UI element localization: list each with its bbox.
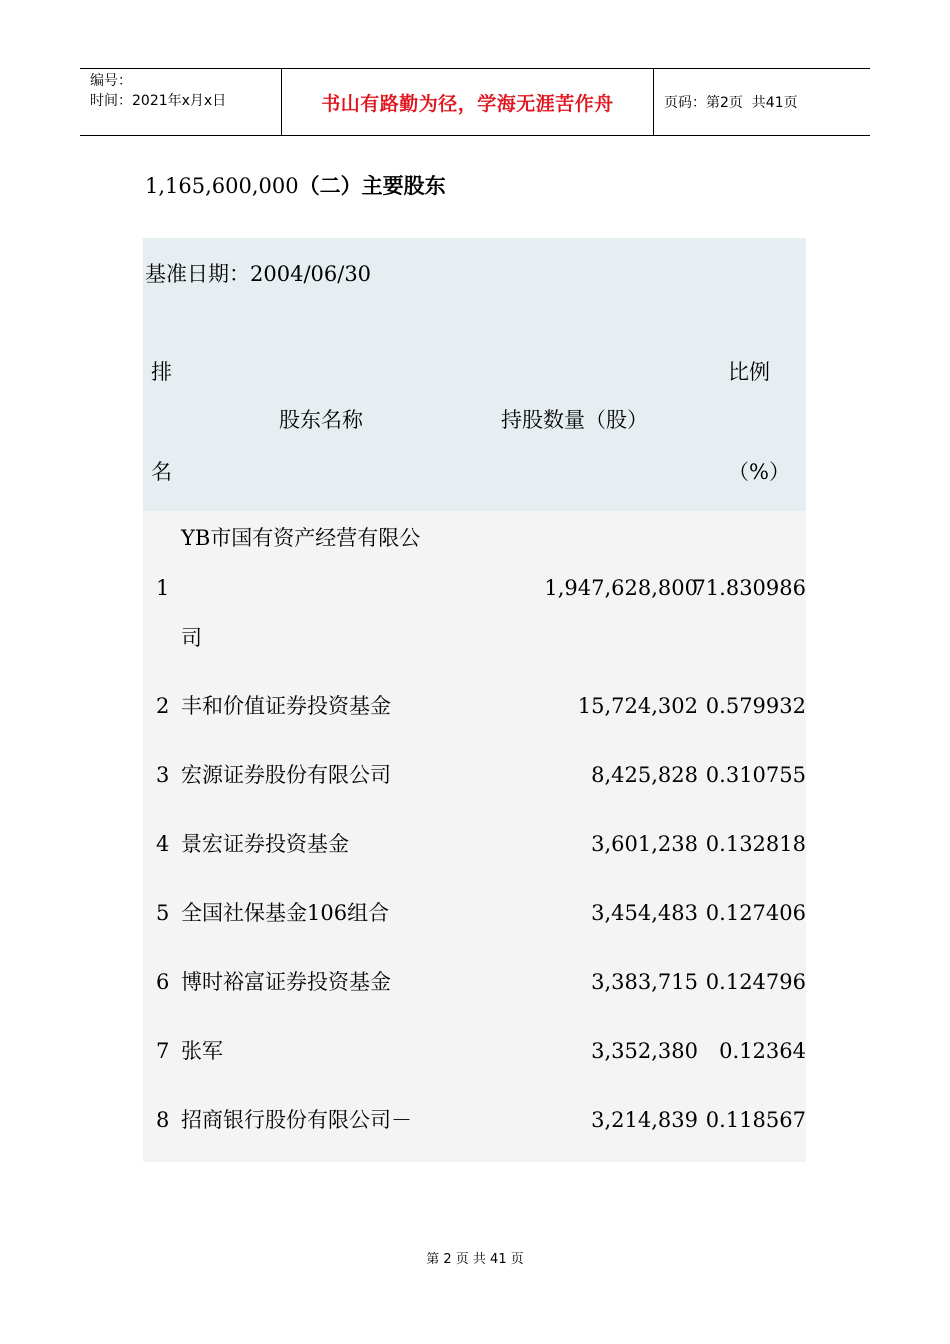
section-title: （二）主要股东 bbox=[298, 174, 446, 198]
row-4-name: 景宏证券投资基金 bbox=[181, 832, 349, 856]
row-8-ratio: 0.118567 bbox=[705, 1108, 806, 1132]
row-5-name: 全国社保基金106组合 bbox=[181, 901, 390, 925]
table-header bbox=[143, 238, 806, 511]
page-header bbox=[80, 68, 870, 136]
row-2-name: 丰和价值证券投资基金 bbox=[181, 694, 391, 718]
row-6-shares: 3,383,715 bbox=[591, 970, 698, 994]
row-4-rank: 4 bbox=[156, 832, 170, 856]
header-shares: 持股数量（股） bbox=[501, 408, 648, 432]
row-6-rank: 6 bbox=[156, 970, 170, 994]
row-8-name: 招商银行股份有限公司－ bbox=[181, 1108, 412, 1132]
row-6-name: 博时裕富证券投资基金 bbox=[181, 970, 391, 994]
row-2-ratio: 0.579932 bbox=[705, 694, 806, 718]
base-date: 基准日期：2004/06/30 bbox=[145, 262, 372, 286]
row-3-ratio: 0.310755 bbox=[705, 763, 806, 787]
section-prefix-number: 1,165,600,000 bbox=[145, 174, 299, 198]
row-5-rank: 5 bbox=[156, 901, 170, 925]
row-2-rank: 2 bbox=[156, 694, 170, 718]
header-time-label: 时间：2021年x月x日 bbox=[90, 93, 227, 109]
row-7-rank: 7 bbox=[156, 1039, 170, 1063]
header-page-info bbox=[654, 69, 870, 135]
row-4-ratio: 0.132818 bbox=[705, 832, 806, 856]
header-number-label: 编号： bbox=[90, 73, 132, 89]
row-1-shares: 1,947,628,800 bbox=[544, 576, 698, 600]
row-8-shares: 3,214,839 bbox=[591, 1108, 698, 1132]
header-rank-bottom: 名 bbox=[151, 460, 172, 484]
row-3-rank: 3 bbox=[156, 763, 170, 787]
section-heading bbox=[145, 170, 446, 200]
row-7-ratio: 0.12364 bbox=[719, 1039, 806, 1063]
row-6-ratio: 0.124796 bbox=[705, 970, 806, 994]
header-motto: 书山有路勤为径，学海无涯苦作舟 bbox=[282, 69, 654, 135]
row-1-name-line1: YB市国有资产经营有限公 bbox=[181, 526, 421, 550]
row-4-shares: 3,601,238 bbox=[591, 832, 698, 856]
row-8-rank: 8 bbox=[156, 1108, 170, 1132]
row-5-ratio: 0.127406 bbox=[705, 901, 806, 925]
row-1-name-line2: 司 bbox=[181, 626, 202, 650]
row-7-name: 张军 bbox=[181, 1039, 223, 1063]
row-3-name: 宏源证券股份有限公司 bbox=[181, 763, 391, 787]
row-5-shares: 3,454,483 bbox=[591, 901, 698, 925]
row-1-ratio: 71.830986 bbox=[692, 576, 806, 600]
header-ratio-bottom: （%） bbox=[728, 460, 790, 484]
header-meta bbox=[80, 69, 282, 135]
header-name: 股东名称 bbox=[279, 408, 363, 432]
row-1-rank: 1 bbox=[156, 576, 170, 600]
shareholder-table bbox=[143, 238, 806, 1162]
row-3-shares: 8,425,828 bbox=[591, 763, 698, 787]
header-page-info-text: 页码：第2页 共41页 bbox=[664, 95, 798, 111]
header-rank-top: 排 bbox=[151, 360, 172, 384]
row-7-shares: 3,352,380 bbox=[591, 1039, 698, 1063]
header-ratio-top: 比例 bbox=[728, 360, 770, 384]
page-footer: 第 2 页 共 41 页 bbox=[426, 1252, 524, 1267]
row-2-shares: 15,724,302 bbox=[577, 694, 698, 718]
